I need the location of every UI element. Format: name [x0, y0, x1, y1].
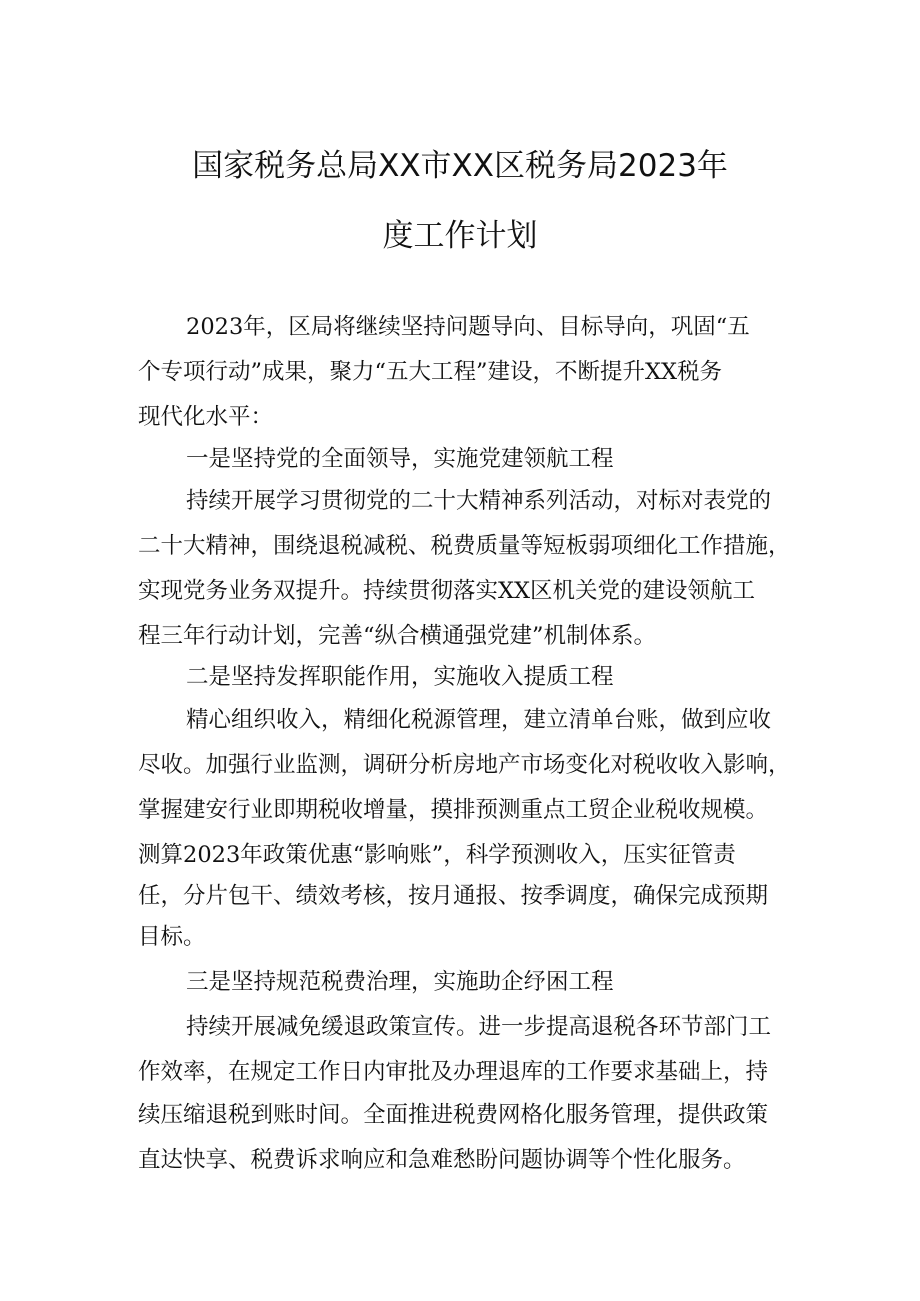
paragraph-section-1-line: 二十大精神，围绕退税减税、税费质量等短板弱项细化工作措施，	[138, 533, 791, 559]
paragraph-section-2-line: 测算2023年政策优惠“影响账”，科学预测收入，压实征管责	[138, 842, 736, 868]
document-title-line-2: 度工作计划	[382, 218, 538, 254]
paragraph-section-3-line: 作效率，在规定工作日内审批及办理退库的工作要求基础上，持	[138, 1059, 769, 1085]
paragraph-intro-line: 个专项行动”成果，聚力“五大工程”建设，不断提升XX税务	[138, 359, 723, 385]
paragraph-section-1-line: 实现党务业务双提升。持续贯彻落实XX区机关党的建设领航工	[138, 578, 756, 604]
paragraph-section-2-line: 掌握建安行业即期税收增量，摸排预测重点工贸企业税收规模。	[138, 797, 769, 823]
paragraph-section-2-line: 目标。	[138, 924, 206, 950]
section-heading-2: 二是坚持发挥职能作用，实施收入提质工程	[186, 664, 614, 690]
document-title-line-1: 国家税务总局XX市XX区税务局2023年	[192, 148, 728, 184]
paragraph-section-1-line: 程三年行动计划，完善“纵合横通强党建”机制体系。	[138, 623, 657, 649]
section-heading-1: 一是坚持党的全面领导，实施党建领航工程	[186, 446, 614, 472]
paragraph-section-2-line: 任，分片包干、绩效考核，按月通报、按季调度，确保完成预期	[138, 883, 769, 909]
paragraph-section-3-line: 续压缩退税到账时间。全面推进税费网格化服务管理，提供政策	[138, 1102, 769, 1128]
paragraph-intro-line: 现代化水平：	[138, 404, 274, 430]
section-heading-3: 三是坚持规范税费治理，实施助企纾困工程	[186, 969, 614, 995]
paragraph-section-2-line: 尽收。加强行业监测，调研分析房地产市场变化对税收收入影响，	[138, 752, 791, 778]
paragraph-section-2-line: 精心组织收入，精细化税源管理，建立清单台账，做到应收	[186, 707, 772, 733]
paragraph-intro-line: 2023年，区局将继续坚持问题导向、目标导向，巩固“五	[186, 314, 750, 340]
paragraph-section-1-line: 持续开展学习贯彻党的二十大精神系列活动，对标对表党的	[186, 488, 772, 514]
paragraph-section-3-line: 持续开展减免缓退政策宣传。进一步提高退税各环节部门工	[186, 1014, 772, 1040]
paragraph-section-3-line: 直达快享、税费诉求响应和急难愁盼问题协调等个性化服务。	[138, 1147, 746, 1173]
